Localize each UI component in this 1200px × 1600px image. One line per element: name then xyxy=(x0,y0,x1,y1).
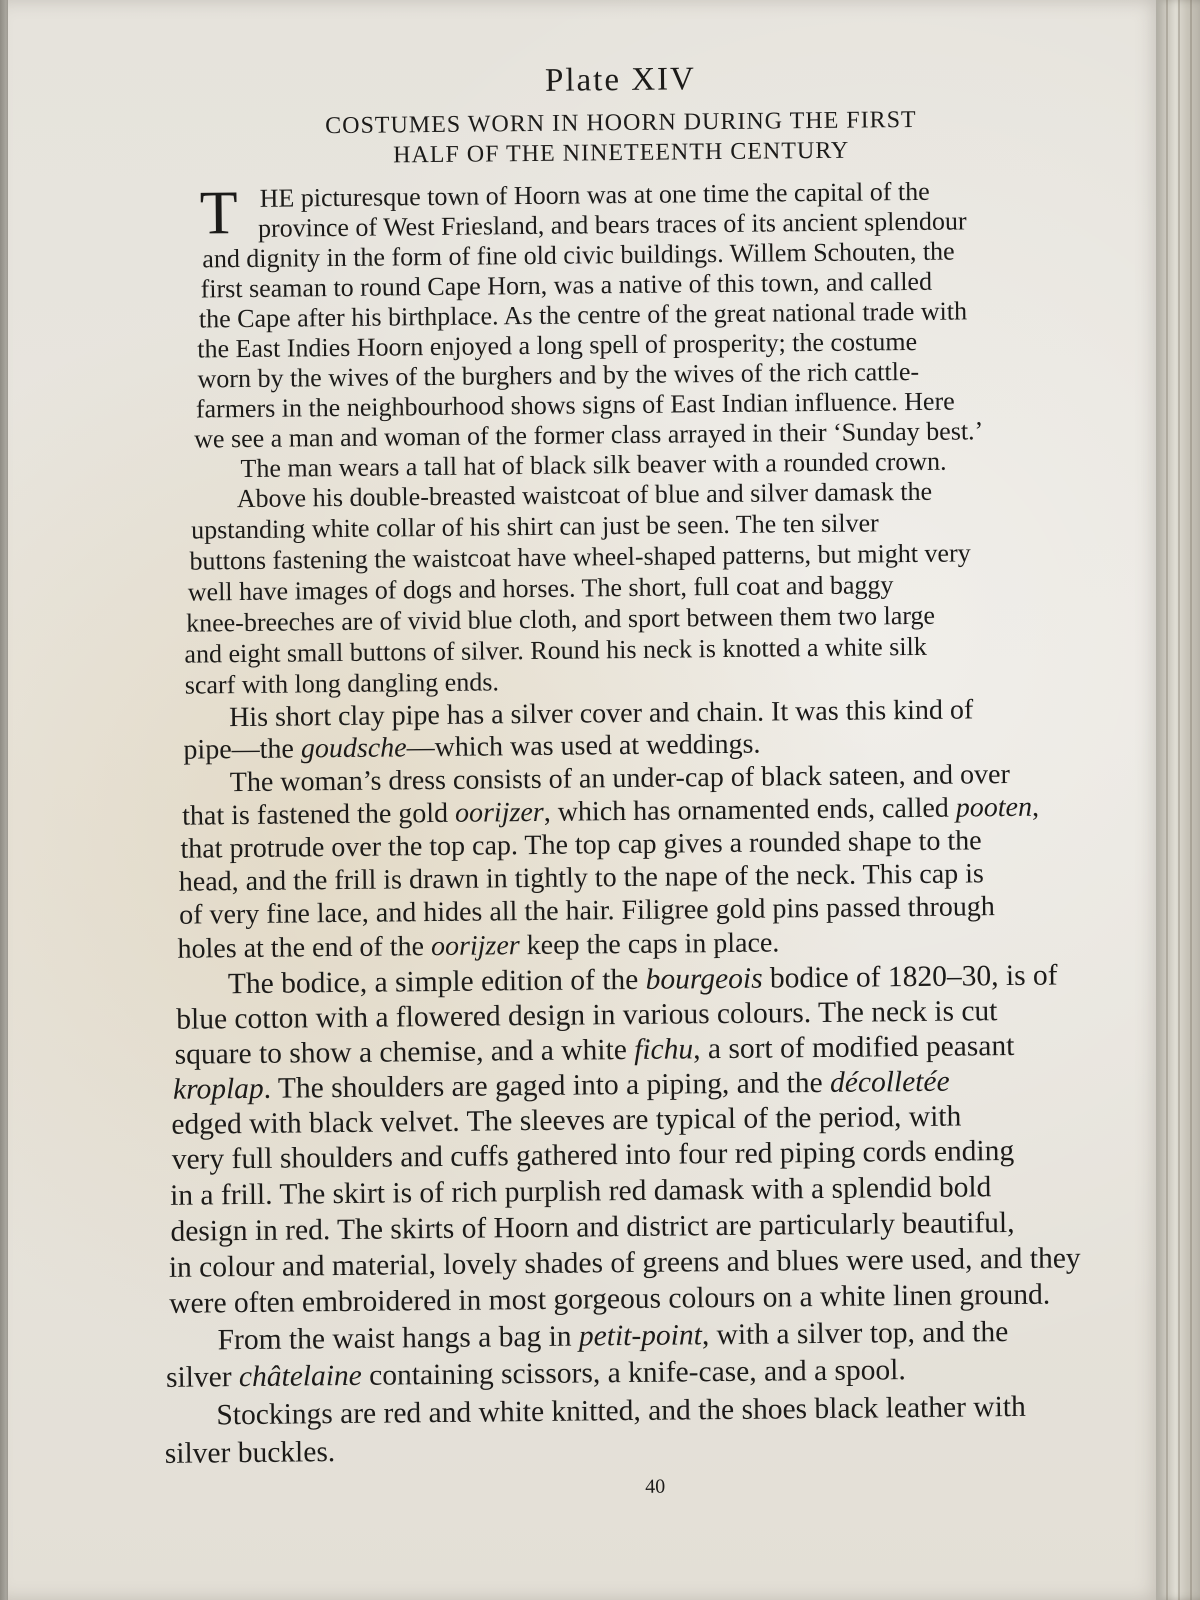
subtitle-line-2: HALF OF THE NINETEENTH CENTURY xyxy=(392,137,850,169)
text-line: very full shoulders and cuffs gathered into four red piping cords ending xyxy=(171,1134,1015,1176)
text-line: the East Indies Hoorn enjoyed a long spell of prosperity; the costume xyxy=(197,326,918,364)
text-run: that is fastened the gold xyxy=(181,797,456,832)
text-line: The man wears a tall hat of black silk beaver with a rounded crown. xyxy=(240,446,947,484)
text-line: province of West Friesland, and bears traces of its ancient splendour xyxy=(257,206,967,243)
text-line: HE picturesque town of Hoorn was at one time the capital of the xyxy=(259,176,930,213)
text-line: were often embroidered in most gorgeous colours on a white linen ground. xyxy=(169,1278,1051,1320)
text-run: bodice of 1820–30, is of xyxy=(762,959,1058,995)
text-run: , which has ornamented ends, called xyxy=(543,792,956,828)
text-line: first seaman to round Cape Horn, was a native of this town, and called xyxy=(200,266,933,304)
italic-term: châtelaine xyxy=(238,1359,362,1394)
text-line: in colour and material, lovely shades of greens and blues were used, and they xyxy=(168,1242,1081,1284)
text-line: His short clay pipe has a silver cover and chain. It was this kind of xyxy=(228,694,974,734)
text-line: farmers in the neighbourhood shows signs of East Indian influence. Here xyxy=(195,386,955,424)
subtitle-line-1: COSTUMES WORN IN HOORN DURING THE FIRST xyxy=(325,106,917,140)
text-run: , xyxy=(1031,791,1040,823)
page-edge-line xyxy=(1178,0,1180,1600)
page-edge-line xyxy=(1166,0,1168,1600)
text-line: blue cotton with a flowered design in various colours. The neck is cut xyxy=(176,995,998,1036)
text-run: The bodice, a simple edition of the xyxy=(227,963,646,1001)
text-line: of very fine lace, and hides all the hair. Filigree gold pins passed through xyxy=(179,891,995,931)
text-line: the Cape after his birthplace. As the centre of the great national trade with xyxy=(198,296,968,334)
italic-term: fichu xyxy=(634,1033,694,1066)
text-run: —which was used at weddings. xyxy=(406,728,761,764)
text-line: edged with black velvet. The sleeves are typical of the period, with xyxy=(171,1100,962,1141)
text-line: worn by the wives of the burghers and by the wives of the rich cattle- xyxy=(197,356,920,394)
text-line: head, and the frill is drawn in tightly to the nape of the neck. This cap is xyxy=(178,858,985,898)
text-line: design in red. The skirts of Hoorn and district are particularly beautiful, xyxy=(170,1206,1015,1248)
text-run: pipe—the xyxy=(183,733,302,766)
italic-term: petit-point xyxy=(578,1319,703,1353)
italic-term: goudsche xyxy=(300,732,407,765)
text-line: upstanding white collar of his shirt can just be seen. The ten silver xyxy=(190,508,879,545)
book-page xyxy=(8,0,1168,1600)
italic-term: kroplap xyxy=(172,1072,264,1106)
italic-term: oorijzer xyxy=(454,796,544,829)
text-run: square to show a chemise, and a white xyxy=(174,1033,635,1071)
adjacent-page-edges xyxy=(1156,0,1200,1600)
text-line: The woman’s dress consists of an under-cap of black sateen, and over xyxy=(229,759,1010,799)
page-edge-line xyxy=(1190,0,1192,1600)
page-number: 40 xyxy=(645,1475,666,1498)
italic-term: pooten xyxy=(955,791,1033,824)
text-run: , with a silver top, and the xyxy=(701,1316,1009,1352)
text-run: containing scissors, a knife-case, and a spool. xyxy=(361,1354,906,1392)
text-line xyxy=(217,1318,1008,1356)
text-line: Stockings are red and white knitted, and the shoes black leather with xyxy=(216,1390,1026,1432)
text-line: well have images of dogs and horses. The short, full coat and baggy xyxy=(187,570,894,607)
text-run: From the waist hangs a bag in xyxy=(217,1320,580,1357)
text-run: , a sort of modified peasant xyxy=(693,1029,1015,1066)
text-run: . The shoulders are gaged into a piping, and the xyxy=(263,1066,831,1105)
drop-cap: T xyxy=(199,179,239,248)
plate-title: Plate XIV xyxy=(544,61,697,99)
italic-term: décolletée xyxy=(829,1065,950,1099)
text-line: Above his double-breasted waistcoat of blue and silver damask the xyxy=(236,476,933,514)
text-line xyxy=(177,929,779,963)
text-line xyxy=(174,1029,1015,1071)
text-line xyxy=(172,1065,950,1106)
text-line: we see a man and woman of the former class arrayed in their ‘Sunday best.’ xyxy=(194,416,984,454)
text-line: silver buckles. xyxy=(164,1436,336,1470)
text-line xyxy=(166,1356,906,1393)
text-run: keep the caps in place. xyxy=(519,927,780,962)
text-line: buttons fastening the waistcoat have wheel-shaped patterns, but might very xyxy=(189,538,971,576)
text-line xyxy=(227,959,1058,1001)
text-line: and dignity in the form of fine old civic buildings. Willem Schouten, the xyxy=(202,236,955,274)
italic-term: bourgeois xyxy=(645,962,763,996)
text-line xyxy=(183,728,761,766)
italic-term: oorijzer xyxy=(430,930,520,963)
text-run: holes at the end of the xyxy=(177,931,432,965)
text-run: silver xyxy=(165,1361,240,1394)
text-line: scarf with long dangling ends. xyxy=(184,667,500,700)
text-line: and eight small buttons of silver. Round his neck is knotted a white silk xyxy=(184,631,927,669)
text-line: that protrude over the top cap. The top cap gives a rounded shape to the xyxy=(180,825,982,865)
text-line: knee-breeches are of vivid blue cloth, and sport between them two large xyxy=(185,600,936,638)
text-line: in a frill. The skirt is of rich purplish red damask with a splendid bold xyxy=(169,1171,992,1212)
